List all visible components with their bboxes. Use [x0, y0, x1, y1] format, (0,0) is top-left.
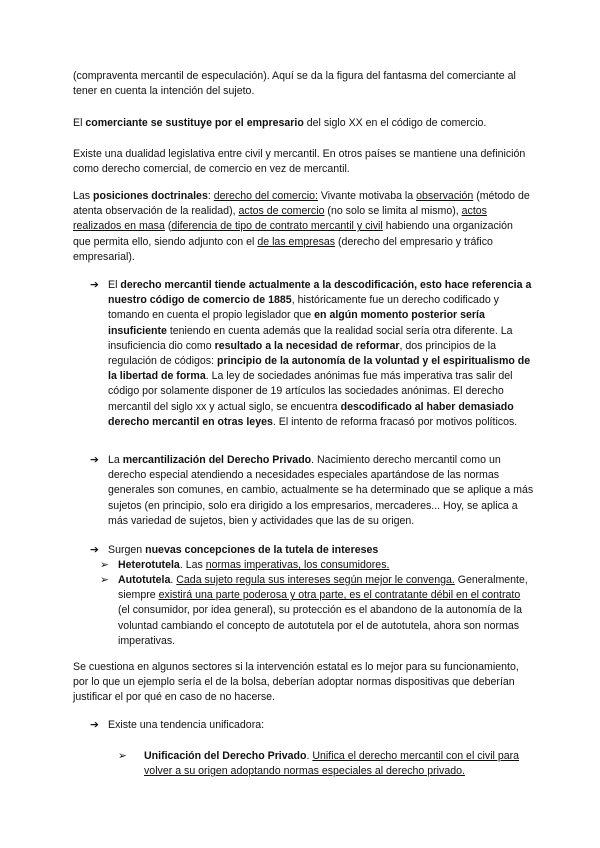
text-run: . Las	[179, 559, 206, 571]
text-run: Las	[73, 190, 94, 202]
text-run: Surgen	[108, 544, 146, 556]
text-run: (	[164, 220, 172, 233]
text-run: El	[108, 279, 121, 291]
underline-run: actos de comercio	[238, 205, 325, 218]
list-item-unificadora	[108, 718, 534, 733]
sublist-item-heterotutela	[118, 558, 534, 573]
bold-run: nuevas concepciones de la tutela de intereses	[145, 544, 379, 556]
bold-run: Heterotutela	[118, 559, 180, 571]
underline-run: actos realizados en masa	[73, 205, 487, 233]
text-run: del siglo XX en el código de comercio.	[303, 117, 487, 129]
text-run: (no solo se limita al mismo),	[324, 205, 462, 218]
underline-run: diferencia de tipo de contrato mercantil y civil	[171, 220, 383, 233]
paragraph-intro	[73, 69, 533, 99]
text-run: .	[306, 750, 313, 762]
text-run: . El intento de reforma fracasó por motivos políticos.	[272, 415, 518, 428]
underline-run: Cada sujeto regula sus intereses según mejor le convenga.	[176, 574, 455, 586]
bold-run: en algún momento posterior sería insuficiente	[108, 309, 485, 337]
paragraph-text: Se cuestiona en algunos sectores si la intervención estatal es lo mejor para su funcionamiento, por lo que un ejemplo sería el de la bolsa, deberían adoptar normas dispositivas que deberían justificar el por qué en caso de no hacerse.	[73, 661, 519, 704]
text-run: La	[108, 454, 123, 466]
text-run: (derecho del empresario y tráfico empresarial).	[73, 235, 493, 263]
paragraph-posiciones	[73, 189, 533, 265]
sublist-item-unificacion	[144, 749, 534, 779]
bold-run: posiciones doctrinales	[93, 190, 208, 202]
triangle-bullet-icon: ➢	[118, 750, 127, 762]
bold-run: Unificación del Derecho Privado	[144, 750, 307, 762]
text-run: (el consumidor, por idea general), su protección es el abandono de la autonomía de la voluntad cambiando el concepto de autotutela por el de autotutela, ahora son normas imperativas.	[118, 604, 523, 647]
underline-run: Unifica el derecho mercantil con el civil para volver a su origen adoptando normas especiales al derecho privado.	[144, 750, 520, 778]
text-run: teniendo en cuenta además que la realidad social sería otra diferente. La insuficiencia dio como	[108, 324, 513, 352]
paragraph-dualidad	[73, 147, 533, 177]
bold-run: derecho mercantil tiende actualmente a la descodificación, esto hace referencia a nuestro código de comercio de 1885	[108, 279, 532, 307]
paragraph-intervencion	[73, 660, 533, 706]
text-run: , históricamente fue un derecho codificado y tomando en cuenta el propio legislador que	[108, 294, 499, 322]
text-run: habiendo una organización que permita ello, siendo adjunto con el	[73, 220, 513, 248]
text-run: El	[73, 117, 86, 129]
bold-run: principio de la autonomía de la voluntad y el espiritualismo de la libertad de forma	[108, 355, 531, 383]
underline-run: observación	[416, 190, 474, 202]
arrow-bullet-icon: ➔	[90, 544, 99, 556]
list-item-mercantilizacion	[108, 453, 534, 529]
paragraph-text: (compraventa mercantil de especulación). Aquí se da la figura del fantasma del comerciante al tener en cuenta la intención del sujeto.	[73, 70, 516, 98]
text-run: Existe una tendencia unificadora:	[108, 719, 265, 731]
arrow-bullet-icon: ➔	[90, 719, 99, 731]
underline-run: derecho del comercio:	[213, 190, 318, 202]
text-run: . La ley de sociedades anónimas fue más imperativa tras salir del código por solamente disponer de 19 artículos las sociedades anónimas. El derecho mercantil del siglo xx y actual siglo, se encuentra	[108, 370, 513, 413]
paragraph-empresario	[73, 116, 533, 131]
underline-run: de las empresas	[257, 235, 336, 248]
text-run: Generalmente, siempre	[118, 574, 528, 602]
triangle-bullet-icon: ➢	[100, 559, 109, 571]
text-run: . Nacimiento derecho mercantil como un derecho especial atendiendo a necesidades especiales apartándose de las normas generales son comunes, en cambio, actualmente se ha determinado que se aplique a más sujetos (en principio, solo era dirigido a los empresarios, mercaderes... Hoy, se aplica a más variedad de sujetos, bien y actividades que las de su origen.	[108, 454, 534, 527]
text-run: , dos principios de la regulación de códigos:	[108, 339, 497, 368]
text-run: :	[207, 190, 214, 202]
arrow-bullet-icon: ➔	[90, 279, 99, 291]
underline-run: normas imperativas, los consumidores.	[205, 559, 390, 571]
sublist-item-autotutela	[118, 573, 534, 649]
triangle-bullet-icon: ➢	[100, 574, 109, 586]
text-run: .	[170, 574, 177, 586]
bold-run: descodificado al haber demasiado derecho mercantil en otras leyes	[108, 400, 514, 428]
underline-run: existirá una parte poderosa y otra parte, es el contratante débil en el contrato	[158, 589, 521, 602]
bold-run: comerciante se sustituye por el empresario	[85, 117, 304, 129]
list-item-descodificacion	[108, 278, 534, 430]
bold-run: mercantilización del Derecho Privado	[122, 454, 312, 466]
paragraph-text: Existe una dualidad legislativa entre civil y mercantil. En otros países se mantiene una definición como derecho comercial, de comercio en vez de mercantil.	[73, 148, 526, 176]
text-run: (método de atenta observación de la realidad),	[73, 190, 530, 218]
list-item-tutela	[108, 543, 534, 558]
arrow-bullet-icon: ➔	[90, 454, 99, 466]
bold-run: resultado a la necesidad de reformar	[214, 339, 400, 352]
text-run: Vivante motivaba la	[317, 190, 417, 202]
bold-run: Autotutela	[118, 574, 171, 586]
